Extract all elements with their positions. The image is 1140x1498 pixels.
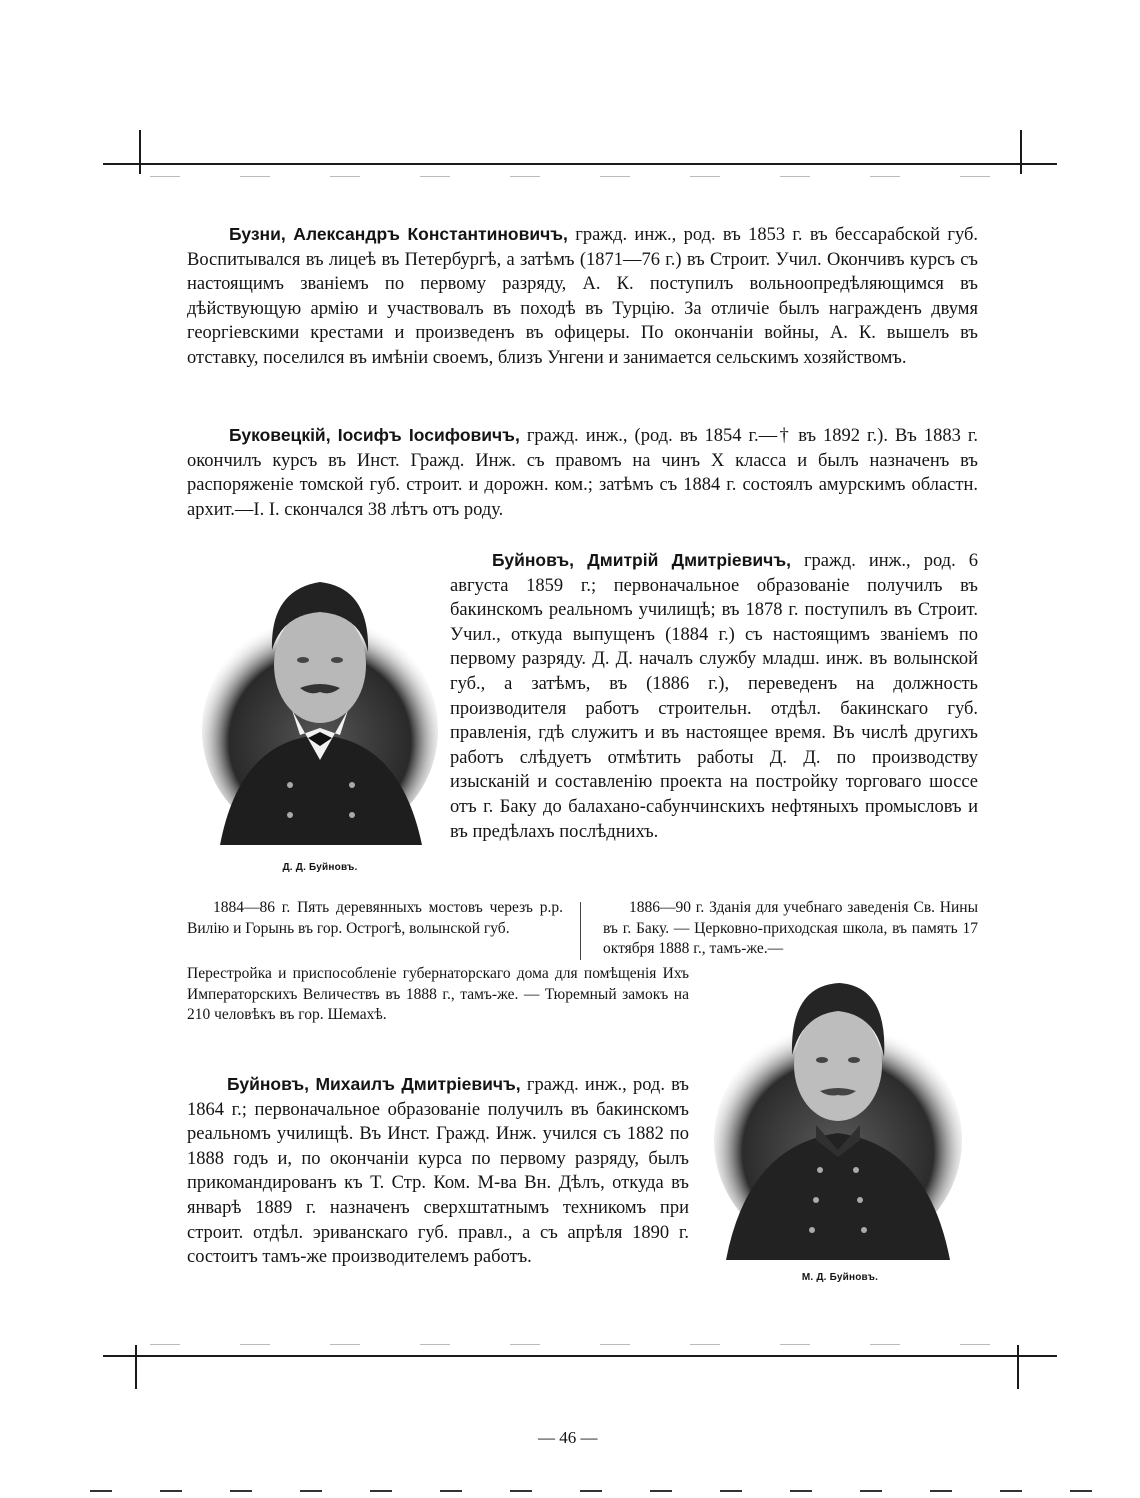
frame-left-tick-top	[139, 130, 141, 174]
works-left-column: 1884—86 г. Пять деревянныхъ мостовъ черезъ р.р. Вилію и Горынь въ гор. Острогѣ, волынской губ.	[187, 899, 563, 937]
entry-name: Буйновъ, Михаилъ Дмитріевичъ,	[227, 1074, 521, 1094]
entry-text: гражд. инж., (род. въ 1854 г.—† въ 1892 г.). Въ 1883 г. окончилъ курсъ въ Инст. Гражд. Инж. съ правомъ на чинъ X класса и былъ назначенъ въ распоряженіе томской губ. строит. и дорожн. ком.; затѣмъ съ 1884 г. состоялъ амурскимъ областн. архит.—І. І. скончался 38 лѣтъ отъ роду.	[187, 426, 978, 520]
portrait-caption: М. Д. Буйновъ.	[801, 1272, 879, 1283]
frame-top-rule	[103, 163, 1057, 165]
frame-right-tick-top	[1020, 130, 1022, 174]
works-right-column: 1886—90 г. Зданія для учебнаго заведенія Св. Нины въ г. Баку. — Церковно-приходская школа, въ память 17 октября 1888 г., тамъ-же.—	[603, 899, 978, 958]
column-divider	[580, 902, 581, 960]
scan-edge-dashes	[90, 1490, 1100, 1492]
entry-dmitry-buinov	[450, 548, 978, 844]
portrait-m-d-buinov	[712, 975, 964, 1265]
entry-name: Бузни, Александръ Константиновичъ,	[229, 224, 568, 244]
entry-mikhail-buinov	[187, 1072, 689, 1270]
entry-name: Буйновъ, Дмитрій Дмитріевичъ,	[492, 550, 791, 570]
inner-border-top	[150, 176, 1010, 177]
entry-name: Буковецкій, Іосифъ Іосифовичъ,	[229, 425, 520, 445]
frame-left-tick-bottom	[135, 1345, 137, 1389]
frame-bottom-rule	[103, 1355, 1057, 1357]
entry-bukovetsky	[187, 423, 978, 522]
works-continued: Перестройка и приспособленіе губернаторскаго дома для помѣщенія Ихъ Императорскихъ Величествъ въ 1888 г., тамъ-же. — Тюремный замокъ на 210 человѣкъ въ гор. Шемахѣ.	[187, 965, 689, 1024]
portrait-caption: Д. Д. Буйновъ.	[282, 862, 358, 873]
frame-right-tick-bottom	[1017, 1345, 1019, 1389]
page-number: — 46 —	[538, 1428, 598, 1447]
portrait-d-d-buinov	[200, 560, 440, 850]
entry-text: гражд. инж., род. 6 августа 1859 г.; первоначальное образованіе получилъ въ бакинскомъ реальномъ училищѣ; въ 1878 г. поступилъ въ Строит. Учил., откуда выпущенъ (1884 г.) съ настоящимъ званіемъ по первому разряду. Д. Д. началъ службу младш. инж. въ волынской губ., а затѣмъ, въ (1886 г.), переведенъ на должность производителя работъ строительн. отдѣл. бакинскаго губ. правленія, гдѣ служитъ и въ настоящее время. Въ числѣ другихъ работъ слѣдуетъ отмѣтить работы Д. Д. по производству изысканій и составленію проекта на постройку торговаго шоссе отъ г. Баку до балахано-сабунчинскихъ нефтяныхъ промысловъ и въ предѣлахъ послѣднихъ.	[450, 551, 978, 842]
entry-buzni	[187, 222, 978, 371]
entry-text: гражд. инж., род. въ 1853 г. въ бессарабской губ. Воспитывался въ лицеѣ въ Петербургѣ, а затѣмъ (1871—76 г.) въ Строит. Учил. Окончивъ курсъ съ настоящимъ званіемъ по первому разряду, А. К. поступилъ вольноопредѣляющимся въ дѣйствующую армію и участвовалъ въ походѣ въ Турцію. За отличіе былъ награжденъ двумя георгіевскими крестами и произведенъ въ офицеры. По окончаніи войны, А. К. вышелъ въ отставку, поселился въ имѣніи своемъ, близъ Унгени и занимается сельскимъ хозяйствомъ.	[187, 225, 979, 368]
inner-border-bottom	[150, 1344, 1010, 1345]
entry-text: гражд. инж., род. въ 1864 г.; первоначальное образованіе получилъ въ бакинскомъ реальномъ училищѣ. Въ Инст. Гражд. Инж. учился съ 1882 по 1888 годъ и, по окончаніи курса по первому разряду, былъ прикомандированъ къ Т. Стр. Ком. М-ва Вн. Дѣлъ, откуда въ январѣ 1889 г. назначенъ сверхштатнымъ техникомъ при строит. отдѣл. эриванскаго губ. правл., а съ апрѣля 1890 г. состоитъ тамъ-же производителемъ работъ.	[187, 1075, 689, 1268]
